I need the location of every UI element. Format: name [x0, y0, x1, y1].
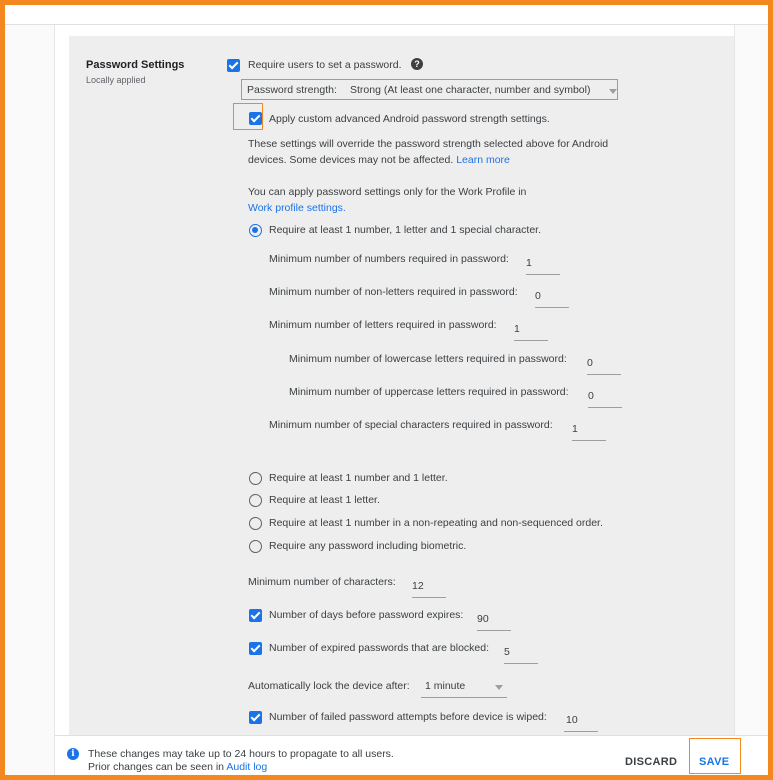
info-icon: i: [67, 748, 79, 760]
override-note-line2: devices. Some devices may not be affected.: [248, 154, 454, 166]
radio-letter[interactable]: [249, 494, 262, 507]
strength-label: Password strength:: [247, 84, 337, 96]
work-profile-note: You can apply password settings only for the Work Profile in: [248, 186, 527, 198]
min-special-label: Minimum number of special characters required in password:: [269, 419, 553, 431]
min-lowercase-underline: [587, 374, 621, 375]
save-button[interactable]: SAVE: [699, 756, 730, 768]
radio-label-0: Require at least 1 number, 1 letter and 1 special character.: [269, 224, 541, 236]
discard-button[interactable]: DISCARD: [625, 756, 678, 768]
min-numbers-input[interactable]: 1: [526, 257, 532, 269]
expire-days-underline: [477, 630, 511, 631]
min-numbers-underline: [526, 274, 560, 275]
min-numbers-label: Minimum number of numbers required in password:: [269, 253, 509, 265]
radio-non-repeating[interactable]: [249, 517, 262, 530]
auto-lock-underline: [421, 697, 507, 698]
expired-blocked-input[interactable]: 5: [504, 646, 510, 658]
min-lowercase-input[interactable]: 0: [587, 357, 593, 369]
footer-bar: [55, 735, 768, 775]
expire-days-checkbox[interactable]: [249, 609, 262, 622]
radio-number-letter[interactable]: [249, 472, 262, 485]
app-frame: [5, 5, 768, 775]
min-letters-input[interactable]: 1: [514, 323, 520, 335]
min-lowercase-label: Minimum number of lowercase letters required in password:: [289, 353, 567, 365]
chevron-down-icon: [609, 89, 617, 94]
min-uppercase-label: Minimum number of uppercase letters required in password:: [289, 386, 569, 398]
work-profile-link[interactable]: Work profile settings.: [248, 202, 346, 214]
override-note-line1: These settings will override the password strength selected above for Android: [248, 138, 609, 150]
radio-label-4: Require any password including biometric.: [269, 540, 467, 552]
footer-note-line1: These changes may take up to 24 hours to propagate to all users.: [88, 748, 394, 760]
failed-attempts-input[interactable]: 10: [566, 714, 578, 726]
footer-note-line2: Prior changes can be seen in: [88, 761, 225, 773]
radio-any-biometric[interactable]: [249, 540, 262, 553]
chevron-down-icon: [495, 685, 503, 690]
strength-dropdown[interactable]: Strong (At least one character, number and symbol): [350, 84, 591, 96]
min-nonletters-label: Minimum number of non-letters required in password:: [269, 286, 518, 298]
left-gutter: [5, 25, 55, 775]
failed-attempts-label: Number of failed password attempts before device is wiped:: [269, 711, 547, 723]
learn-more-link[interactable]: Learn more: [456, 154, 510, 166]
min-chars-underline: [412, 597, 446, 598]
expire-days-input[interactable]: 90: [477, 613, 489, 625]
settings-panel: [69, 36, 734, 736]
expire-days-label: Number of days before password expires:: [269, 609, 464, 621]
min-nonletters-underline: [535, 307, 569, 308]
right-gutter: [734, 25, 768, 775]
custom-android-label: Apply custom advanced Android password strength settings.: [269, 113, 550, 125]
failed-attempts-checkbox[interactable]: [249, 711, 262, 724]
radio-label-2: Require at least 1 letter.: [269, 494, 380, 506]
auto-lock-dropdown[interactable]: 1 minute: [425, 680, 466, 692]
help-icon[interactable]: ?: [411, 58, 423, 70]
top-bar: [5, 5, 768, 25]
min-uppercase-underline: [588, 407, 622, 408]
expired-blocked-underline: [504, 663, 538, 664]
min-chars-label: Minimum number of characters:: [248, 576, 396, 588]
failed-attempts-underline: [564, 731, 598, 732]
min-uppercase-input[interactable]: 0: [588, 390, 594, 402]
radio-label-1: Require at least 1 number and 1 letter.: [269, 472, 448, 484]
custom-android-checkbox[interactable]: [249, 112, 262, 125]
expired-blocked-label: Number of expired passwords that are blocked:: [269, 642, 490, 654]
require-password-checkbox[interactable]: [227, 59, 240, 72]
audit-log-link[interactable]: Audit log: [226, 761, 268, 773]
min-letters-underline: [514, 340, 548, 341]
radio-number-letter-special[interactable]: [249, 224, 262, 237]
require-password-label: Require users to set a password.: [248, 59, 402, 71]
min-chars-input[interactable]: 12: [412, 580, 424, 592]
expired-blocked-checkbox[interactable]: [249, 642, 262, 655]
section-subtitle: Locally applied: [86, 75, 146, 85]
min-letters-label: Minimum number of letters required in password:: [269, 319, 497, 331]
min-nonletters-input[interactable]: 0: [535, 290, 541, 302]
min-special-input[interactable]: 1: [572, 423, 578, 435]
section-title: Password Settings: [86, 59, 185, 71]
radio-label-3: Require at least 1 number in a non-repeating and non-sequenced order.: [269, 517, 603, 529]
min-special-underline: [572, 440, 606, 441]
auto-lock-label: Automatically lock the device after:: [248, 680, 410, 692]
